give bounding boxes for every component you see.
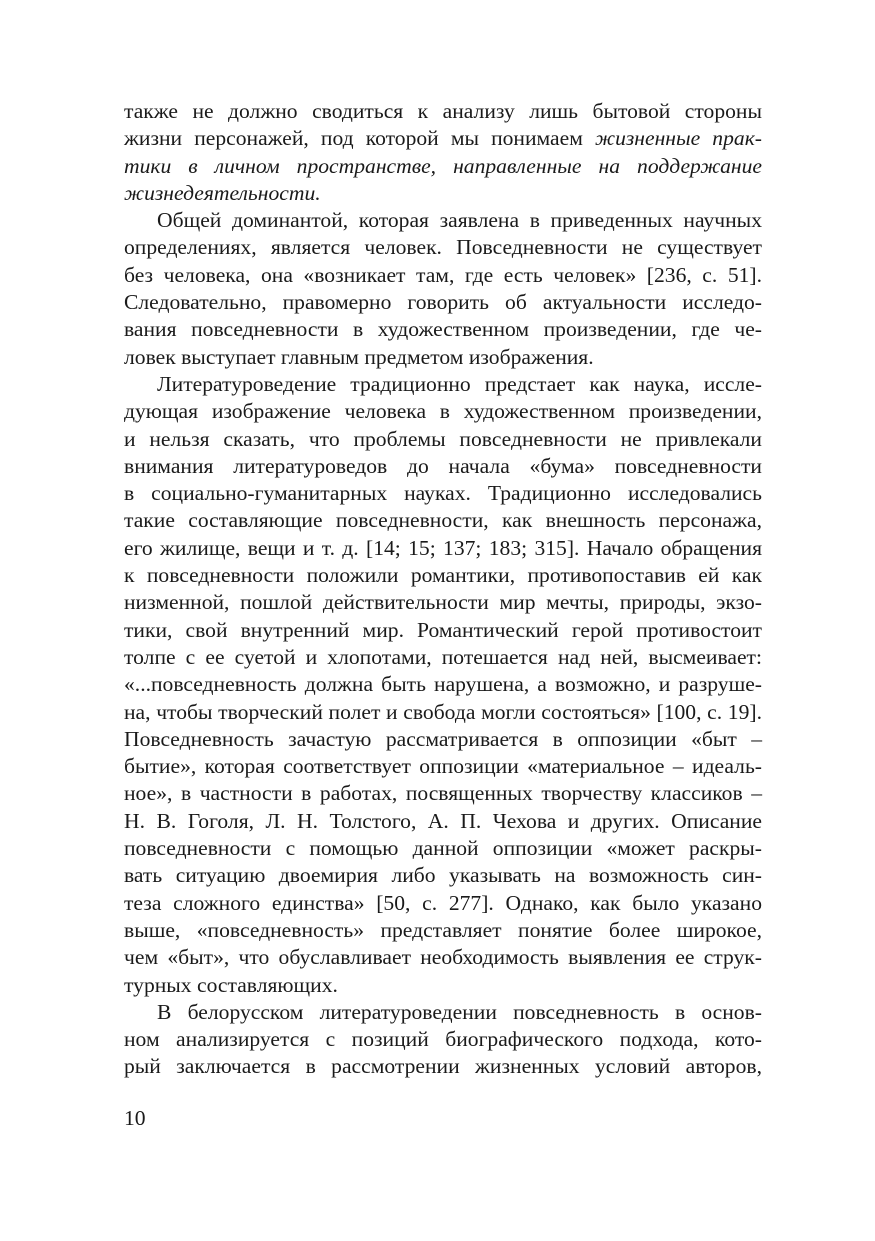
paragraph: [124, 98, 762, 207]
text-line: Литературоведение традиционно предстает как наука, иссле-: [157, 371, 762, 396]
text-line: выше, «повседневность» представляет понятие более широкое,: [124, 917, 762, 942]
text-line: [124, 153, 762, 180]
text-line: ное», в частности в работах, посвященных творчеству классиков –: [124, 781, 762, 806]
italic-run: жизненные прак-: [594, 126, 762, 151]
text-line: [124, 180, 762, 207]
text-line: турных составляющих.: [124, 972, 338, 997]
text-line: «...повседневность должна быть нарушена, а возможно, и разруше-: [124, 672, 762, 697]
text-line: определениях, является человек. Повседневности не существует: [124, 235, 762, 260]
text-line: к повседневности положили романтики, противопоставив ей как: [124, 563, 762, 588]
text-line: также не должно сводиться к анализу лишь бытовой стороны: [124, 99, 762, 123]
text-line: повседневности с помощью данной оппозиции «может раскры-: [124, 836, 762, 861]
italic-run: тики в личном пространстве, направленные на поддержание: [124, 153, 762, 178]
text-line: вания повседневности в художественном произведении, где че-: [124, 317, 762, 342]
text-line: внимания литературоведов до начала «бума» повседневности: [124, 453, 762, 478]
text-line: вать ситуацию двоемирия либо указывать на возможность син-: [124, 863, 762, 888]
text-line: его жилище, вещи и т. д. [14; 15; 137; 183; 315]. Начало обращения: [124, 535, 762, 560]
page-number: 10: [124, 1106, 146, 1130]
text-line: теза сложного единства» [50, с. 277]. Однако, как было указано: [124, 890, 762, 915]
text-line: В белорусском литературоведении повседневность в основ-: [157, 999, 762, 1024]
page-body: [124, 98, 762, 1081]
text-line: Следовательно, правомерно говорить об актуальности исследо-: [124, 290, 762, 315]
text-line: такие составляющие повседневности, как внешность персонажа,: [124, 508, 762, 533]
text-line: тики, свой внутренний мир. Романтический герой противостоит: [124, 617, 762, 642]
text-line: бытие», которая соответствует оппозиции «материальное – идеаль-: [124, 754, 762, 779]
text-line: и нельзя сказать, что проблемы повседневности не привлекали: [124, 426, 762, 451]
text-line: [124, 125, 762, 152]
text-run: жизни персонажей, под которой мы понимаем: [124, 126, 595, 151]
text-line: ловек выступает главным предметом изображения.: [124, 344, 594, 369]
text-line: ном анализируется с позиций биографического подхода, кото-: [124, 1027, 762, 1052]
text-line: низменной, пошлой действительности мир мечты, природы, экзо-: [124, 590, 762, 615]
paragraph: [124, 207, 762, 371]
text-line: чем «быт», что обуславливает необходимость выявления ее струк-: [124, 945, 762, 970]
text-line: рый заключается в рассмотрении жизненных условий авторов,: [124, 1054, 762, 1079]
text-line: на, чтобы творческий полет и свобода могли состояться» [100, с. 19].: [124, 699, 762, 724]
text-line: в социально-гуманитарных науках. Традиционно исследовались: [124, 481, 762, 506]
paragraph: [124, 999, 762, 1081]
text-line: дующая изображение человека в художественном произведении,: [124, 399, 762, 424]
paragraph: [124, 371, 762, 999]
text-line: Н. В. Гоголя, Л. Н. Толстого, А. П. Чехова и других. Описание: [124, 808, 762, 833]
text-line: Повседневность зачастую рассматривается в оппозиции «быт –: [124, 726, 762, 751]
text-line: толпе с ее суетой и хлопотами, потешается над ней, высмеивает:: [124, 644, 762, 669]
text-line: Общей доминантой, которая заявлена в приведенных научных: [157, 208, 762, 233]
text-line: без человека, она «возникает там, где есть человек» [236, с. 51].: [124, 262, 762, 287]
italic-run: жизнедеятельности.: [124, 180, 321, 205]
